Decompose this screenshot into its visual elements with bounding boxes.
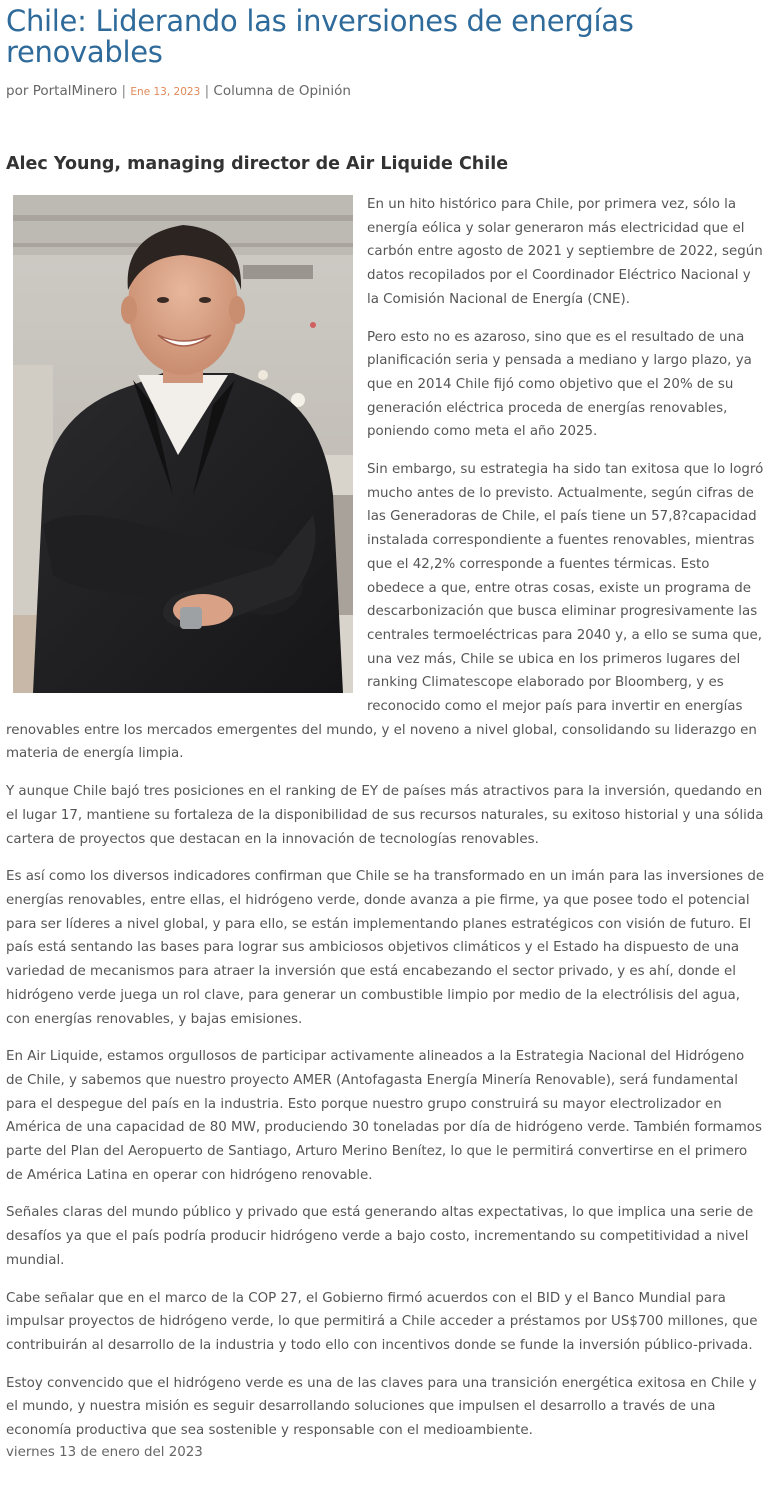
category-link[interactable]: Columna de Opinión — [213, 83, 351, 99]
article-subheading: Alec Young, managing director de Air Liquide Chile — [6, 154, 509, 174]
paragraph: Sin embargo, su estrategia ha sido tan exitosa que lo logró mucho antes de lo previsto. Actualmente, según cifras de las Generadoras de Chile, el país tiene un 57,8?capacidad instalada correspondiente a fuentes renovables, mientras que el 42,2% corresponde a fuentes térmicas. Esto obedece a que, entre otras cosas, existe un programa de descarbonización que busca eliminar progresivamente las centrales termoeléctricas para 2040 y, a ello se suma que, una vez más, Chile se ubica en los primeros lugares del ranking Climatescope elaborado por Bloomberg, y es reconocido como el mejor país para invertir en energías renovables entre los mercados emergentes del mundo, y el noveno a nivel global, consolidando su liderazgo en materia de energía limpia. — [6, 462, 764, 762]
author-portrait-photo — [13, 195, 353, 693]
article — [0, 6, 771, 1463]
portrait-illustration — [13, 195, 353, 693]
paragraph: Y aunque Chile bajó tres posiciones en el ranking de EY de países más atractivos para la inversión, quedando en el lugar 17, mantiene su fortaleza de la disponibilidad de sus recursos naturales, su exitoso historial y una sólida cartera de proyectos que destacan en la innovación de tecnologías renovables. — [6, 784, 764, 847]
paragraph: Es así como los diversos indicadores confirman que Chile se ha transformado en un imán para las inversiones de energías renovables, entre ellas, el hidrógeno verde, donde avanza a pie firme, ya que posee todo el potencial para ser líderes a nivel global, y para ello, se están implementando planes estratégicos con visión de futuro. El país está sentando las bases para lograr sus ambiciosos objetivos climáticos y el Estado ha dispuesto de una variedad de mecanismos para atraer la inversión que está encabezando el sector privado, y es ahí, donde el hidrógeno verde juega un rol clave, para generar un combustible limpio por medio de la electrólisis del agua, con energías renovables, y bajas emisiones. — [6, 869, 765, 1027]
paragraph: En un hito histórico para Chile, por primera vez, sólo la energía eólica y solar generaron más electricidad que el carbón entre agosto de 2021 y septiembre de 2022, según datos recopilados por el Coordinador Eléctrico Nacional y la Comisión Nacional de Energía (CNE). — [367, 197, 763, 307]
article-title: Chile: Liderando las inversiones de energías renovables — [6, 4, 634, 69]
publish-date: Ene 13, 2023 — [130, 86, 201, 98]
footer-date: viernes 13 de enero del 2023 — [6, 1444, 203, 1460]
author-link[interactable]: PortalMinero — [32, 83, 118, 99]
paragraph: Estoy convencido que el hidrógeno verde es una de las claves para una transición energética exitosa en Chile y el mundo, y nuestra misión es seguir desarrollando soluciones que impulsen el desarrollo a través de una economía productiva que sea sostenible y responsable con el medioambiente. — [6, 1375, 757, 1439]
article-body — [6, 193, 765, 1443]
article-meta — [6, 82, 765, 101]
paragraph: Señales claras del mundo público y privado que está generando altas expectativas, lo que implica una serie de desafíos ya que el país podría producir hidrógeno verde a bajo costo, incrementando su competitividad a nivel mundial. — [6, 1205, 754, 1268]
meta-separator: | — [204, 83, 210, 99]
paragraph: En Air Liquide, estamos orgullosos de participar activamente alineados a la Estrategia Nacional del Hidrógeno de Chile, y sabemos que nuestro proyecto AMER (Antofagasta Energía Minería Renovable), será fundamental para el despegue del país en la industria. Esto porque nuestro grupo construirá su mayor electrolizador en América de una capacidad de 80 MW, produciendo 30 toneladas por día de hidrógeno verde. También formamos parte del Plan del Aeropuerto de Santiago, Arturo Merino Benítez, lo que le permitirá convertirse en el primero de América Latina en operar con hidrógeno renovable. — [6, 1049, 762, 1183]
byline-prefix: por — [6, 83, 29, 99]
paragraph: Cabe señalar que en el marco de la COP 27, el Gobierno firmó acuerdos con el BID y el Banco Mundial para impulsar proyectos de hidrógeno verde, lo que permitirá a Chile acceder a préstamos por US$700 millones, que contribuirán al desarrollo de la industria y todo ello con incentivos donde se funde la inversión público-privada. — [6, 1290, 758, 1353]
paragraph: Pero esto no es azaroso, sino que es el resultado de una planificación seria y pensada a mediano y largo plazo, ya que en 2014 Chile fijó como objetivo que el 20% de su generación eléctrica proceda de energías renovables, poniendo como meta el año 2025. — [367, 329, 752, 440]
meta-separator: | — [121, 83, 127, 99]
